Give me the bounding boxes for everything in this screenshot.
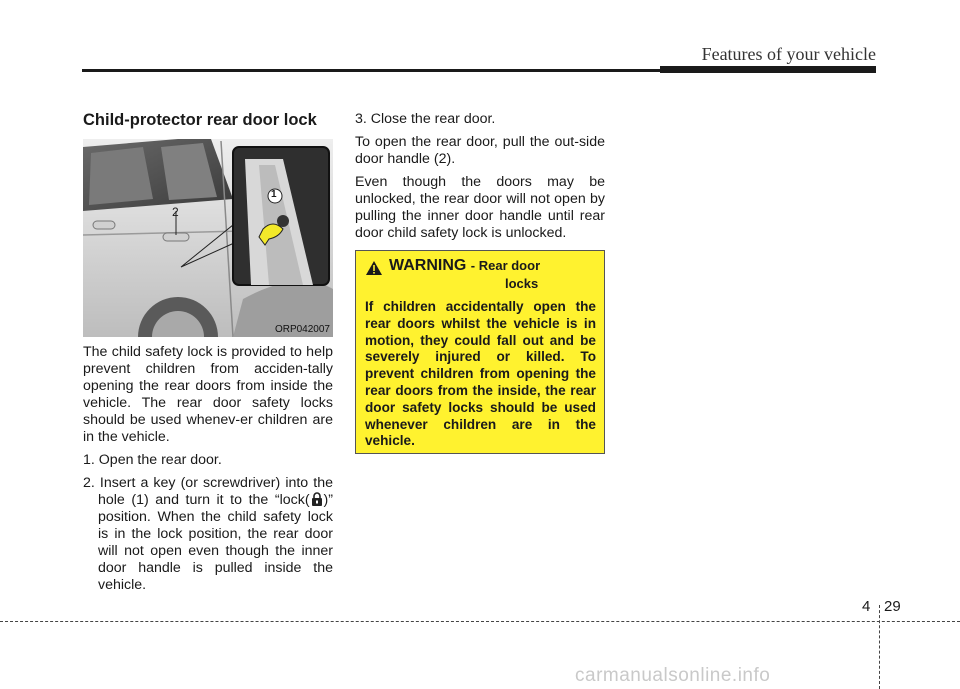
column-right: [355, 111, 605, 248]
lock-icon: [310, 492, 324, 506]
header-rule-accent: [660, 66, 876, 73]
warning-subtitle-line2: locks: [505, 276, 539, 291]
warning-header: [365, 257, 596, 293]
column-left: [83, 344, 333, 600]
step-2-part-b: )” position. When the child safety lock is in the lock position, the rear door will not open even though the inner door handle is pulled inside the vehicle.: [98, 492, 333, 593]
figure-callout-2: 2: [172, 205, 179, 219]
warning-box: [355, 250, 605, 454]
watermark: carmanualsonline.info: [575, 665, 771, 686]
figure-code: ORP042007: [274, 324, 330, 335]
warning-triangle-icon: [365, 260, 383, 276]
step-1: 1. Open the rear door.: [83, 452, 222, 468]
figure-callout-1: 1: [271, 189, 277, 200]
warning-word: WARNING: [389, 257, 467, 274]
door-lock-illustration: [83, 139, 333, 337]
footer-rule: [0, 621, 960, 622]
page-number: 29: [884, 598, 901, 615]
step-3: 3. Close the rear door.: [355, 111, 496, 127]
warning-text: If children accidentally open the rear doors whilst the vehicle is in motion, they could fall out and be severely injured or killed. To prevent children from opening the rear doors from the inside, the rear door safety locks should be used whenever children are in the vehicle.: [365, 299, 596, 449]
unlock-note-paragraph: Even though the doors may be unlocked, the rear door will not open by pulling the inner door handle until rear door child safety lock is unlocked.: [355, 174, 605, 241]
step-2-part-a: 2. Insert a key (or screwdriver) into the hole (1) and turn it to the “lock(: [83, 475, 333, 508]
open-door-paragraph: To open the rear door, pull the out-side door handle (2).: [355, 134, 605, 167]
intro-paragraph: The child safety lock is provided to help prevent children from acciden-tally opening the rear doors from inside the vehicle. The rear door safety locks should be used whenev-er children are in the vehicle.: [83, 344, 333, 445]
footer-vertical-rule: [879, 605, 880, 689]
header-title: Features of your vehicle: [701, 44, 876, 64]
section-title: Child-protector rear door lock: [83, 111, 317, 129]
step-2: [83, 475, 333, 594]
page-chapter: 4: [862, 598, 871, 615]
warning-subtitle-line1: - Rear door: [470, 258, 541, 273]
